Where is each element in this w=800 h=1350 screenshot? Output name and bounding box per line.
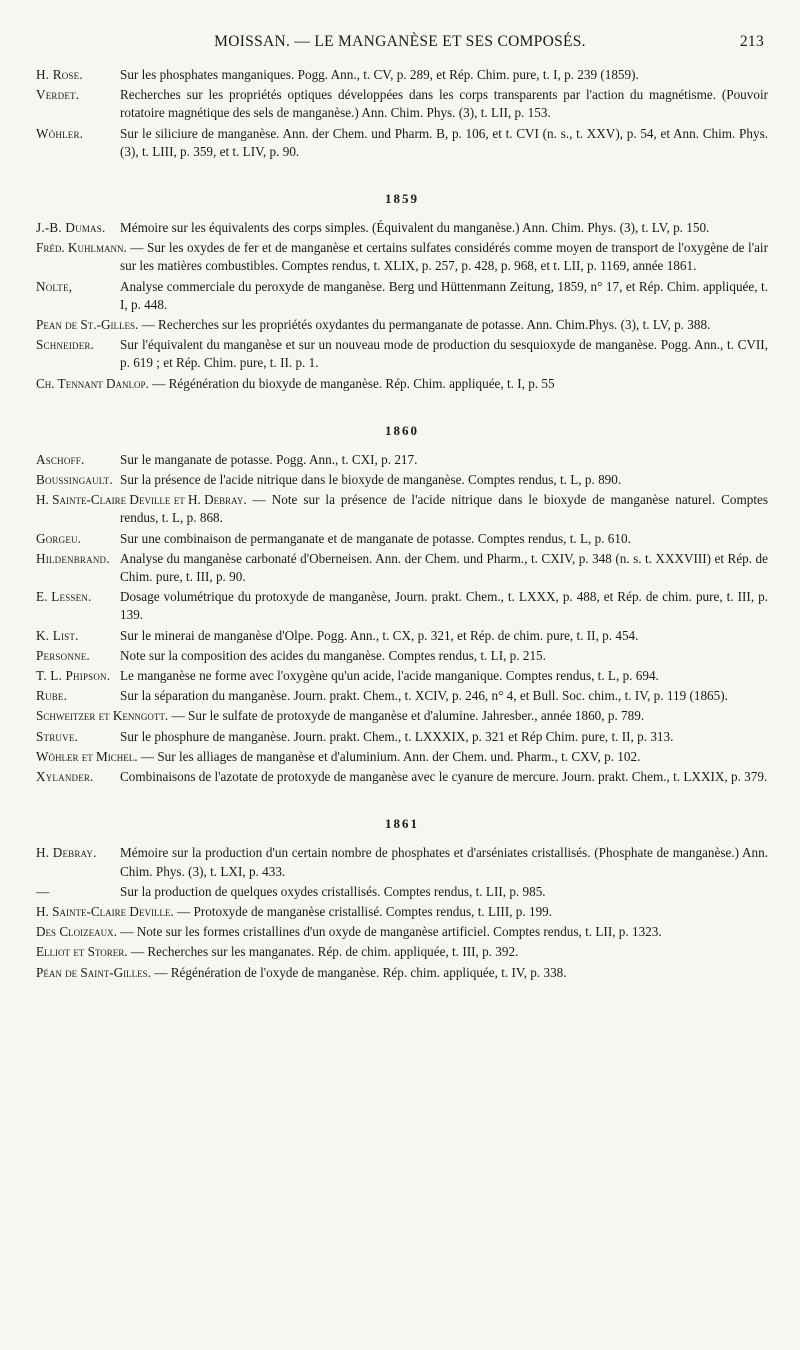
entry-text	[36, 530, 768, 548]
bibliography-entry	[36, 943, 768, 961]
entry-author: H. Sainte-Claire Deville et H. Debray.	[36, 492, 247, 508]
entry-author: Verdet.	[36, 87, 80, 103]
bibliography-entry	[36, 471, 768, 489]
entry-text	[36, 316, 768, 334]
bibliography-entry	[36, 316, 768, 334]
entry-author: Nolte,	[36, 278, 73, 294]
bibliography-entry	[36, 964, 768, 982]
bibliography-entry	[36, 375, 768, 393]
entry-citation: Mémoire sur les équivalents des corps simples. (Équivalent du manganèse.) Ann. Chim. Phys. (3), t. LV, p. 150.	[120, 220, 710, 236]
entry-citation: — Régénération du bioxyde de manganèse. Rép. Chim. appliquée, t. I, p. 55	[152, 375, 555, 391]
year-heading: 1860	[385, 422, 419, 438]
bibliography-entry	[36, 336, 768, 372]
entry-author: T. L. Phipson.	[36, 668, 111, 684]
entry-author: Pean de St.-Gilles.	[36, 317, 139, 333]
entry-text	[36, 86, 768, 122]
bibliography-entry	[36, 451, 768, 469]
entry-citation: Mémoire sur la production d'un certain nombre de phosphates et d'arséniates cristallisés. (Phosphate de manganèse.) Ann. Chim. Phys. (3), t. LXI, p. 433.	[120, 845, 768, 879]
entry-citation: — Note sur les formes cristallines d'un oxyde de manganèse artificiel. Comptes rendus, t. LII, p. 1323.	[120, 924, 662, 940]
entry-text	[36, 923, 768, 941]
entry-citation: — Protoxyde de manganèse cristallisé. Comptes rendus, t. LIII, p. 199.	[177, 903, 553, 919]
bibliography-entry	[36, 239, 768, 275]
entry-text	[36, 550, 768, 586]
bibliography-entry	[36, 844, 768, 880]
entry-citation: Sur le siliciure de manganèse. Ann. der Chem. und Pharm. B, p. 106, et t. CVI (n. s., t. XXV), p. 54, et Ann. Chim. Phys. (3), t. LIII, p. 359, et t. LIV, p. 90.	[120, 125, 768, 159]
bibliography-entry	[36, 278, 768, 314]
entry-citation: — Régénération de l'oxyde de manganèse. Rép. chim. appliquée, t. IV, p. 338.	[154, 964, 567, 980]
bibliography-entry	[36, 707, 768, 725]
entry-text	[36, 748, 768, 766]
entry-author: Wöhler et Michel.	[36, 748, 138, 764]
entry-citation: Analyse du manganèse carbonaté d'Oberneisen. Ann. der Chem. und Pharm., t. CXIV, p. 348 (n. s. t. XXXVIII) et Rép. de Chim. pure, t. III, p. 90.	[120, 550, 768, 585]
bibliography-entry	[36, 667, 768, 685]
entry-citation: Sur le phosphure de manganèse. Journ. prakt. Chem., t. LXXXIX, p. 321 et Rép Chim. pure, t. II, p. 313.	[120, 728, 674, 744]
entry-citation: Combinaisons de l'azotate de protoxyde de manganèse avec le cyanure de mercure. Journ. prakt. Chem., t. LXXIX, p. 379.	[120, 769, 768, 785]
entry-author: Elliot et Storer.	[36, 944, 128, 960]
entry-citation: Sur la séparation du manganèse. Journ. prakt. Chem., t. XCIV, p. 246, n° 4, et Bull. Soc. chim., t. IV, p. 119 (1865).	[120, 688, 728, 704]
entry-citation: Sur le minerai de manganèse d'Olpe. Pogg. Ann., t. CX, p. 321, et Rép. de chim. pure, t. II, p. 454.	[120, 627, 639, 643]
entry-citation: Sur une combinaison de permanganate et de manganate de potasse. Comptes rendus, t. L, p. 610.	[120, 530, 631, 546]
entry-text	[36, 491, 768, 527]
entry-citation: Dosage volumétrique du protoxyde de manganèse, Journ. prakt. Chem., t. LXXX, p. 488, et Rép. de chim. pure, t. III, p. 139.	[120, 589, 768, 623]
entry-text	[36, 667, 768, 685]
entry-citation: Sur la présence de l'acide nitrique dans le bioxyde de manganèse. Comptes rendus, t. L, p. 890.	[120, 472, 622, 488]
entry-text	[36, 687, 768, 705]
entry-citation: Analyse commerciale du peroxyde de manganèse. Berg und Hüttenmann Zeitung, 1859, n° 17, et Rép. Chim. appliquée, t. I, p. 448.	[120, 278, 768, 312]
entry-text	[36, 125, 768, 161]
entry-citation: Sur la production de quelques oxydes cristallisés. Comptes rendus, t. LII, p. 985.	[120, 883, 546, 899]
bibliography-entry	[36, 491, 768, 527]
bibliography-entry	[36, 728, 768, 746]
bibliography-entry	[36, 647, 768, 665]
bibliography-entry	[36, 687, 768, 705]
year-heading: 1861	[385, 816, 419, 832]
entry-citation: — Note sur la présence de l'acide nitrique dans le bioxyde de manganèse naturel. Comptes rendus, t. L, p. 868.	[120, 492, 768, 526]
entry-citation: — Recherches sur les manganates. Rép. de chim. appliquée, t. III, p. 392.	[130, 944, 519, 960]
entry-text	[36, 219, 768, 237]
entry-text	[36, 903, 768, 921]
entry-text	[36, 768, 768, 786]
entry-text	[36, 278, 768, 314]
entry-author: Hildenbrand.	[36, 550, 110, 566]
bibliography-entry	[36, 768, 768, 786]
entry-text	[36, 728, 768, 746]
entry-author: Aschoff.	[36, 451, 85, 467]
entry-citation: Sur les phosphates manganiques. Pogg. Ann., t. CV, p. 289, et Rép. Chim. pure, t. I, p. 239 (1859).	[120, 67, 639, 82]
entry-text	[36, 451, 768, 469]
entry-text	[36, 964, 768, 982]
entry-text	[36, 336, 768, 372]
entry-text	[36, 588, 768, 624]
entry-citation: Sur le manganate de potasse. Pogg. Ann., t. CXI, p. 217.	[120, 451, 418, 467]
entry-author: Schweitzer et Kenngott.	[36, 708, 169, 724]
entry-author: Des Cloizeaux.	[36, 924, 117, 940]
bibliography-entry	[36, 219, 768, 237]
entry-text	[36, 471, 768, 489]
entry-author: Rube.	[36, 688, 68, 704]
bibliography	[36, 66, 768, 984]
entry-author: Fréd. Kuhlmann.	[36, 240, 127, 256]
entry-author: Wöhler.	[36, 125, 84, 141]
entry-citation: Note sur la composition des acides du manganèse. Comptes rendus, t. LI, p. 215.	[120, 647, 546, 663]
entry-citation: — Sur le sulfate de protoxyde de manganèse et d'alumine. Jahresber., année 1860, p. 789.	[171, 708, 645, 724]
bibliography-entry	[36, 125, 768, 161]
entry-citation: Sur l'équivalent du manganèse et sur un nouveau mode de production du sesquioxyde de manganèse. Pogg. Ann., t. CVII, p. 619 ; et Rép. Chim. pure, t. II. p. 1.	[120, 337, 768, 371]
bibliography-entry	[36, 748, 768, 766]
entry-text	[36, 647, 768, 665]
bibliography-entry	[36, 627, 768, 645]
bibliography-entry	[36, 550, 768, 586]
entry-author: E. Lessen.	[36, 589, 92, 605]
entry-author: Péan de Saint-Gilles.	[36, 964, 151, 980]
entry-text	[36, 707, 768, 725]
entry-text	[36, 844, 768, 880]
entry-author: Ch. Tennant Danlop.	[36, 375, 149, 391]
entry-author: Personne.	[36, 647, 90, 663]
page-number: 213	[739, 33, 764, 50]
bibliography-entry	[36, 530, 768, 548]
entry-text	[36, 627, 768, 645]
entry-text	[36, 943, 768, 961]
entry-text	[36, 66, 768, 84]
bibliography-entry	[36, 86, 768, 122]
entry-author: H. Debray.	[36, 845, 97, 861]
running-head-title: MOISSAN. — LE MANGANÈSE ET SES COMPOSÉS.	[214, 33, 586, 50]
bibliography-entry	[36, 903, 768, 921]
entry-author: H. Rose.	[36, 67, 83, 82]
entry-author: J.-B. Dumas.	[36, 220, 106, 236]
bibliography-entry	[36, 66, 768, 84]
entry-author: K. List.	[36, 627, 79, 643]
entry-author: Struve.	[36, 728, 79, 744]
entry-author: H. Sainte-Claire Deville.	[36, 903, 174, 919]
year-heading: 1859	[385, 191, 419, 207]
entry-author: Xylander.	[36, 769, 94, 785]
entry-author: —	[36, 883, 50, 899]
entry-citation: Recherches sur les propriétés optiques développées dans les corps transparents par l'action du magnétisme. (Pouvoir rotatoire magnétique des sels de manganèse.) Ann. Chim. Phys. (3), t. LII, p. 153.	[120, 87, 768, 121]
entry-citation: — Recherches sur les propriétés oxydantes du permanganate de potasse. Ann. Chim.Phys. (3), t. LV, p. 388.	[141, 317, 711, 333]
entry-citation: — Sur les oxydes de fer et de manganèse et certains sulfates considérés comme moyen de transport de l'oxygène de l'air sur les matières combustibles. Comptes rendus, t. XLIX, p. 257, p. 428, p. 968, et t. LII, p. 1169, année 1861.	[120, 240, 768, 274]
bibliography-entry	[36, 923, 768, 941]
running-head	[30, 33, 770, 55]
entry-citation: — Sur les alliages de manganèse et d'aluminium. Ann. der Chem. und. Pharm., t. CXV, p. 102.	[140, 748, 641, 764]
entry-author: Boussingault.	[36, 472, 113, 488]
entry-text	[36, 375, 768, 393]
bibliography-entry	[36, 588, 768, 624]
bibliography-entry	[36, 883, 768, 901]
entry-author: Schneider.	[36, 337, 95, 353]
entry-text	[36, 239, 768, 275]
entry-citation: Le manganèse ne forme avec l'oxygène qu'un acide, l'acide manganique. Comptes rendus, t. L, p. 694.	[120, 668, 659, 684]
entry-author: Gorgeu.	[36, 530, 82, 546]
entry-text	[36, 883, 768, 901]
